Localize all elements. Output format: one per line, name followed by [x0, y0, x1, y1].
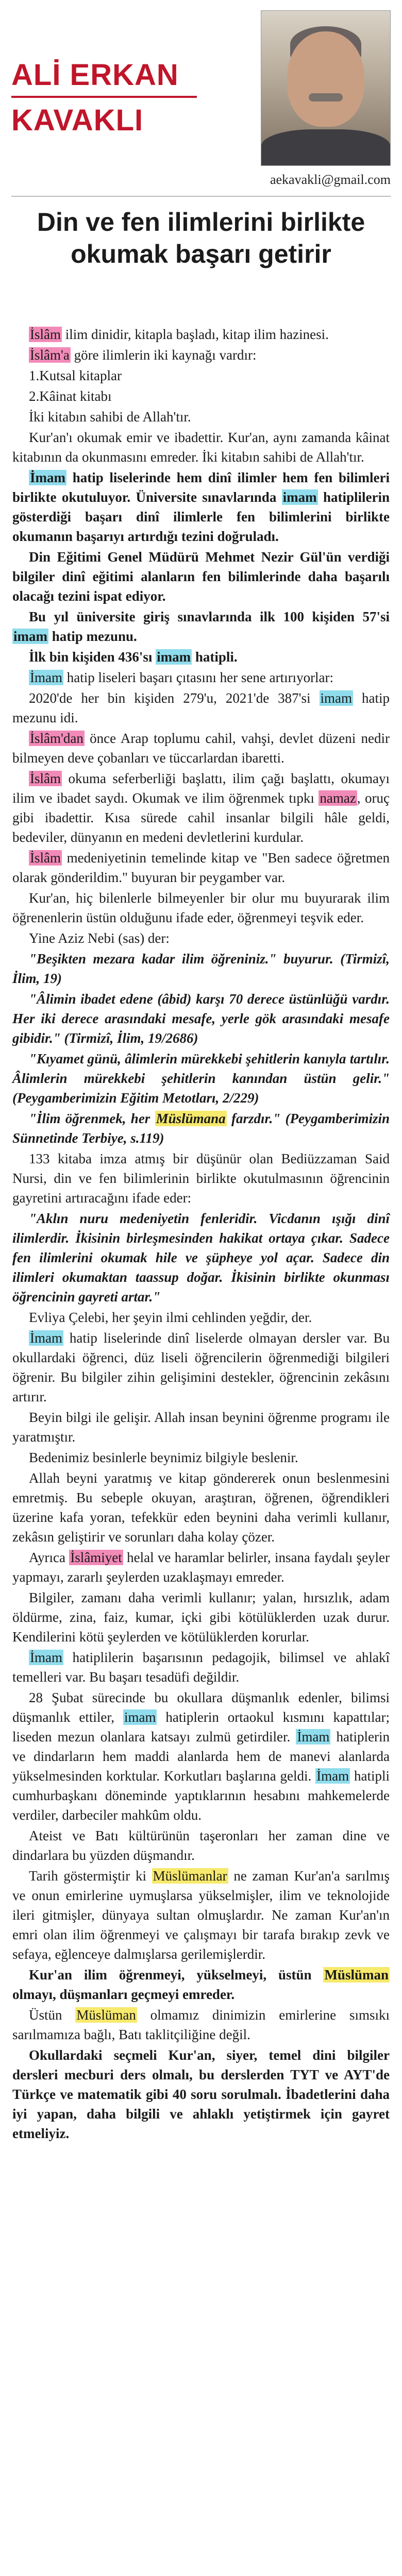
- paragraph: "Aklın nuru medeniyetin fenleridir. Vicdanın ışığı dinî ilimlerdir. İkisinin birleşmesinden hakikat ortaya çıkar. Sadece fen ilimlerini okumak hile ve şüpheye yol açar. Sadece din ilimleri okumaktan taassup doğar. İkisinin birlikte okunması öğrencinin gayreti artar.": [12, 1211, 390, 1304]
- paragraph: Allah beyni yaratmış ve kitap göndererek onun beslenmesini emretmiş. Bu sebeple okuyan, araştıran, öğrenen, öğrendikleri üzerine kafa yoran, tefekkür eden beynini daha verimli kullanır, zekâsın geliştirir ve sorunları daha kolay çözer.: [12, 1470, 390, 1545]
- paragraph: Yine Aziz Nebi (sas) der:: [29, 930, 170, 946]
- paragraph: Kur'an, hiç bilenlerle bilmeyenler bir olur mu buyurarak ilim öğrenenlerin üstün olduğunu ifade eder, öğrenmeyi teşvik eder.: [12, 890, 390, 925]
- author-email[interactable]: aekavakli@gmail.com: [270, 172, 391, 187]
- author-name-rule: [11, 96, 197, 98]
- article-header: [0, 0, 402, 268]
- paragraph: Tarih göstermiştir ki Müslümanlar ne zaman Kur'an'a sarılmış ve onun emirlerine uymuşlarsa yükselmişler, ilim ve teknolojide ileri gitmişler, dünyaya sultan olmuşlardır. Ne zaman Kur'an'ın emri olan ilim öğrenmeyi ve çalışmayı bir tarafa bırakıp zevk ve sefaya, eğlenceye dalmışlarsa gerilemişlerdir.: [12, 1868, 390, 1962]
- paragraph: İslâm'dan önce Arap toplumu cahil, vahşi, devlet düzeni nedir bilmeyen deve çobanları ve tüccarlardan ibaretti.: [12, 731, 390, 766]
- paragraph: "İlim öğrenmek, her Müslümana farzdır." (Peygamberimizin Sünnetinde Terbiye, s.119): [12, 1111, 390, 1146]
- portrait-face: [287, 31, 364, 127]
- author-portrait: [261, 10, 391, 166]
- paragraph: İslâm medeniyetinin temelinde kitap ve "Ben sadece öğretmen olarak gönderildim." buyuran bir peygamber var.: [12, 850, 390, 885]
- paragraph: İmam hatip liselerinde hem dinî ilimler hem fen bilimleri birlikte okutuluyor. Üniversite sınavlarında imam hatiplilerin gösterdiği başarı dinî ilimlerle fen bilimlerini birlikte okumanın başarıyı artırdığı tezini doğruladı.: [12, 470, 390, 544]
- article-body: [0, 242, 402, 2143]
- article-title: Din ve fen ilimlerini birlikte okumak başarı getirir: [37, 208, 365, 268]
- portrait-suit: [261, 129, 390, 166]
- paragraph: Bu yıl üniversite giriş sınavlarında ilk 100 kişiden 57'si imam hatip mezunu.: [13, 609, 390, 644]
- author-last-name: KAVAKLI: [11, 104, 144, 137]
- paragraph: Bilgiler, zamanı daha verimli kullanır; yalan, hırsızlık, adam öldürme, zina, faiz, kumar, içki gibi kötülüklerden uzak durur. Kendilerini kötü şeylerden ve kötülüklerden korurlar.: [12, 1590, 390, 1645]
- paragraph: İmam hatip liselerinde dinî liselerde olmayan dersler var. Bu okullardaki öğrenci, düz liseli öğrencilerin öğrenmediği bilgileri öğrenir. Bu bilgiler zihin gelişimini destekler, öğrencinin zekâsını artırır.: [12, 1330, 390, 1404]
- paragraph: 28 Şubat sürecinde bu okullara düşmanlık edenler, bilimsi düşmanlık ettiler, imam hatiplerin ortaokul kısmını kapattılar; liseden mezun olanlara katsayı zulmü getirdiler. İmam hatiplerin ve dindarların hem maddi alanlarda hem de manevi alanlarda yükselmesinden korktular. Korkutları başlarına geldi. İmam hatipli cumhurbaşkanı döneminde yaptıklarının hesabını mahkemelerde verdiler, darbeciler mahkûm oldu.: [12, 1690, 390, 1823]
- paragraph: 2020'de her bin kişiden 279'u, 2021'de 387'si imam hatip mezunu idi.: [12, 690, 390, 725]
- paragraph: "Kıyamet günü, âlimlerin mürekkebi şehitlerin kanıyla tartılır. Âlimlerin mürekkebi şehitlerin kanından üstün gelir." (Peygamberimizin Eğitim Metotları, 2/229): [12, 1051, 390, 1106]
- paragraph: İslâm ilim dinidir, kitapla başladı, kitap ilim hazinesi.: [30, 327, 329, 342]
- author-first-name: ALİ ERKAN: [11, 58, 179, 92]
- paragraph: Bedenimiz besinlerle beynimiz bilgiyle beslenir.: [29, 1450, 298, 1465]
- paragraph: Beyin bilgi ile gelişir. Allah insan beynini öğrenme programı ile yaratmıştır.: [12, 1410, 390, 1445]
- paragraph: Ayrıca İslâmiyet helal ve haramlar belirler, insana faydalı şeyler yapmayı, zararlı şeylerden uzaklaşmayı emreder.: [12, 1550, 390, 1585]
- paragraph: "Beşikten mezara kadar ilim öğreniniz." buyurur. (Tirmizî, İlim, 19): [12, 951, 390, 986]
- paragraph: Üstün Müslüman olmamız dinimizin emirlerine sımsıkı sarılmamıza bağlı, Batı taklitçiliğine değil.: [12, 2007, 390, 2042]
- paragraph: Okullardaki seçmeli Kur'an, siyer, temel dini bilgiler dersleri mecburi ders olmalı, bu derslerden TYT ve AYT'de Türkçe ve matematik gibi 40 soru sorulmalı. İbadetlerini daha iyi yapan, daha bilgili ve ahlaklı yetiştirmek için gayret etmeliyiz.: [12, 2047, 390, 2141]
- portrait-mustache: [309, 93, 343, 101]
- paragraph: Ateist ve Batı kültürünün taşeronları her zaman dine ve dindarlara bu yüzden düşmandır.: [12, 1828, 390, 1863]
- paragraph: Kur'an'ı okumak emir ve ibadettir. Kur'an, aynı zamanda kâinat kitabının da okunmasını emreder. İki kitabın sahibi de Allah'tır.: [12, 430, 390, 465]
- paragraph: İslâm'a göre ilimlerin iki kaynağı vardır:: [30, 347, 257, 363]
- paragraph: 133 kitaba imza atmış bir düşünür olan Bediüzzaman Said Nursi, din ve fen bilimlerinin birlikte okutulmasının öğrencinin gayretini artıracağını ifade eder:: [12, 1151, 390, 1206]
- paragraph: Evliya Çelebi, her şeyin ilmi cehlinden yeğdir, der.: [29, 1310, 312, 1325]
- paragraph: İslâm okuma seferberliği başlattı, ilim çağı başlattı, okumayı ilim ve ibadet saydı. Okumak ve ilim öğrenmek tıpkı namaz, oruç gibi ibadettir. Kısa sürede cahil insanlar bilgili hâle geldi, bedeviler, dünyanın en medeni devletlerini kurdular.: [12, 771, 390, 845]
- paragraph: İmam hatiplilerin başarısının pedagojik, bilimsel ve ahlakî temelleri var. Bu başarı tesadüfi değildir.: [12, 1650, 390, 1685]
- paragraph: Din Eğitimi Genel Müdürü Mehmet Nezir Gül'ün verdiği bilgiler dinî eğitimi alanların fen bilimlerinde daha başarılı olacağı tezini ispat ediyor.: [12, 549, 390, 604]
- paragraph: "Âlimin ibadet edene (âbid) karşı 70 derece üstünlüğü vardır. Her iki derece arasındaki mesafe, yerle gök arasındaki mesafe gibidir." (Tirmizî, İlim, 19/2686): [12, 991, 390, 1046]
- paragraph: İki kitabın sahibi de Allah'tır.: [29, 409, 191, 425]
- paragraph: 1.Kutsal kitaplar: [29, 368, 122, 383]
- author-name: [11, 57, 254, 139]
- paragraph: İlk bin kişiden 436'sı imam hatipli.: [29, 649, 238, 665]
- paragraph: 2.Kâinat kitabı: [29, 388, 112, 404]
- paragraph: İmam hatip liseleri başarı çıtasını her sene artırıyorlar:: [30, 670, 334, 685]
- paragraph: Kur'an ilim öğrenmeyi, yükselmeyi, üstün Müslüman olmayı, düşmanları geçmeyi emreder.: [12, 1967, 389, 2002]
- header-divider: [11, 196, 391, 197]
